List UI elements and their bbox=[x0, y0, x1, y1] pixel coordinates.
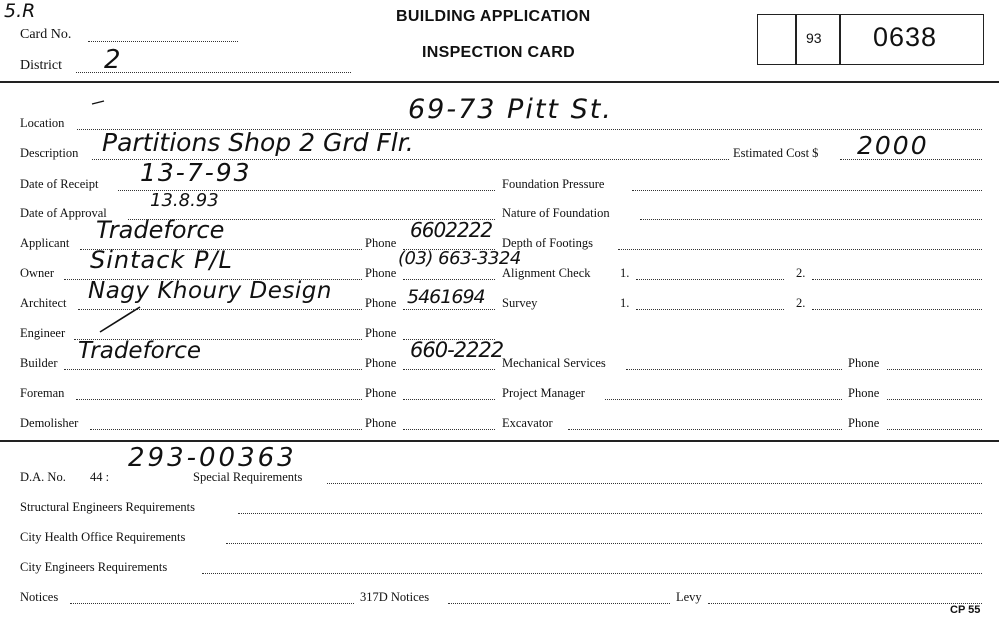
alignment-two-label: 2. bbox=[796, 266, 806, 280]
da-prefix: 44 : bbox=[90, 470, 110, 484]
card-title-line2: INSPECTION CARD bbox=[422, 44, 575, 61]
corner-note: 5.R bbox=[4, 0, 36, 22]
mechanical-phone-label: Phone bbox=[848, 356, 880, 370]
da-value: 293-00363 bbox=[128, 443, 297, 473]
district-value: 2 bbox=[104, 45, 121, 75]
builder-value: Tradeforce bbox=[78, 338, 201, 364]
owner-phone-value: (03) 663-3324 bbox=[398, 248, 521, 269]
demolisher-phone-label: Phone bbox=[365, 416, 397, 430]
excavator-phone-label: Phone bbox=[848, 416, 880, 430]
foreman-phone-label: Phone bbox=[365, 386, 397, 400]
da-no-label: D.A. No. bbox=[20, 470, 66, 484]
date-receipt-value: 13-7-93 bbox=[140, 158, 252, 187]
levy-label: Levy bbox=[676, 590, 702, 604]
location-value: 69-73 Pitt St. bbox=[408, 94, 613, 125]
card-no-label: Card No. bbox=[20, 27, 72, 42]
notices-317d-label: 317D Notices bbox=[360, 590, 430, 604]
card-number: 0638 bbox=[873, 22, 938, 52]
special-requirements-label: Special Requirements bbox=[193, 470, 303, 484]
district-label: District bbox=[20, 58, 62, 73]
city-engineers-label: City Engineers Requirements bbox=[20, 560, 168, 574]
card-number-prefix: 93 bbox=[806, 30, 822, 46]
architect-value: Nagy Khoury Design bbox=[88, 278, 332, 304]
estimated-cost-label: Estimated Cost $ bbox=[733, 146, 819, 160]
alignment-one-label: 1. bbox=[620, 266, 630, 280]
structural-label: Structural Engineers Requirements bbox=[20, 500, 195, 514]
demolisher-label: Demolisher bbox=[20, 416, 79, 430]
survey-two-label: 2. bbox=[796, 296, 806, 310]
mechanical-label: Mechanical Services bbox=[502, 356, 606, 370]
project-manager-phone-label: Phone bbox=[848, 386, 880, 400]
form-code: CP 55 bbox=[950, 604, 981, 616]
architect-phone-value: 5461694 bbox=[407, 286, 485, 308]
description-value: Partitions Shop 2 Grd Flr. bbox=[102, 128, 414, 157]
estimated-cost-value: 2000 bbox=[857, 131, 929, 160]
architect-phone-label: Phone bbox=[365, 296, 397, 310]
survey-label: Survey bbox=[502, 296, 538, 310]
architect-underline-stroke bbox=[100, 307, 140, 332]
foreman-label: Foreman bbox=[20, 386, 65, 400]
applicant-phone-value: 6602222 bbox=[410, 218, 493, 242]
owner-phone-label: Phone bbox=[365, 266, 397, 280]
applicant-label: Applicant bbox=[20, 236, 70, 250]
date-receipt-label: Date of Receipt bbox=[20, 177, 99, 191]
depth-footings-label: Depth of Footings bbox=[502, 236, 593, 250]
location-tick-stroke bbox=[92, 101, 104, 104]
engineer-label: Engineer bbox=[20, 326, 66, 340]
card-title-line1: BUILDING APPLICATION bbox=[396, 8, 591, 25]
owner-label: Owner bbox=[20, 266, 55, 280]
project-manager-label: Project Manager bbox=[502, 386, 585, 400]
city-health-label: City Health Office Requirements bbox=[20, 530, 186, 544]
builder-phone-label: Phone bbox=[365, 356, 397, 370]
owner-value: Sintack P/L bbox=[90, 246, 233, 274]
survey-one-label: 1. bbox=[620, 296, 630, 310]
excavator-label: Excavator bbox=[502, 416, 553, 430]
nature-foundation-label: Nature of Foundation bbox=[502, 206, 610, 220]
foundation-pressure-label: Foundation Pressure bbox=[502, 177, 605, 191]
alignment-check-label: Alignment Check bbox=[502, 266, 591, 280]
applicant-value: Tradeforce bbox=[96, 216, 225, 244]
applicant-phone-label: Phone bbox=[365, 236, 397, 250]
builder-label: Builder bbox=[20, 356, 58, 370]
notices-label: Notices bbox=[20, 590, 59, 604]
architect-label: Architect bbox=[20, 296, 67, 310]
engineer-phone-label: Phone bbox=[365, 326, 397, 340]
location-label: Location bbox=[20, 116, 65, 130]
builder-phone-value: 660-2222 bbox=[410, 338, 504, 362]
date-approval-label: Date of Approval bbox=[20, 206, 107, 220]
date-approval-value: 13.8.93 bbox=[150, 190, 219, 211]
description-label: Description bbox=[20, 146, 79, 160]
